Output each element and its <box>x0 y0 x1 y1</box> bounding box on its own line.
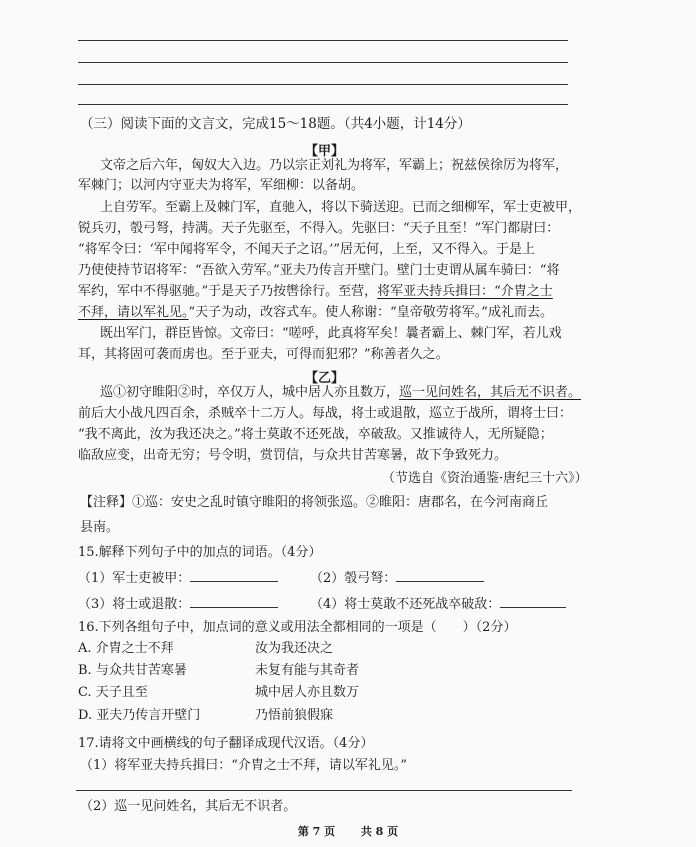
question-15-item <box>78 597 278 611</box>
answer-blank[interactable] <box>190 597 278 608</box>
question-16-option: C. 天子且至 <box>78 685 148 700</box>
passage-yi-title: 【乙】 <box>305 371 345 386</box>
annotation: 县南。 <box>80 520 120 535</box>
passage-yi-line: 临敌应变，出奇无穷；号令明，赏罚信，与众共甘苦寒暑，故下争致死力。 <box>78 448 508 463</box>
question-17-item: （2）巡一见问姓名，其后无不识者。 <box>80 799 297 814</box>
question-16-stem: 16.下列各组句子中，加点词的意义或用法全都相同的一项是（ ）（2分） <box>78 620 517 635</box>
question-15-label: （4）将士莫敢不还死战卒破敌： <box>310 597 501 612</box>
passage-jia-line: 文帝之后六年，匈奴大入边。乃以宗正刘礼为将军，军霸上；祝兹侯徐厉为将军， <box>100 158 569 173</box>
source-citation: （节选自《资治通鉴·唐纪三十六》） <box>382 471 588 486</box>
passage-jia-line <box>78 306 553 319</box>
question-16-option: 未复有能与其奇者 <box>255 663 360 678</box>
passage-jia-line: 锐兵刃，彀弓弩，持满。天子先驱至，不得入。先驱曰：“天子且至！”军门都尉曰： <box>78 221 560 236</box>
passage-text: 巡①初守睢阳②时，卒仅万人，城中居人亦且数万， <box>100 385 400 400</box>
passage-jia-line: 军棘门；以河内守亚夫为将军，军细柳：以备胡。 <box>78 178 365 193</box>
passage-jia-line: 乃使使持节诏将军：“吾欲入劳军。”亚夫乃传言开壁门。壁门士吏谓从属车骑曰：“将 <box>78 263 560 278</box>
passage-jia-line: 耳，其将固可袭而虏也。至于亚夫，可得而犯邪？”称善者久之。 <box>78 347 449 362</box>
question-16-option: A. 介胄之士不拜 <box>78 641 174 656</box>
answer-blank[interactable] <box>190 571 278 582</box>
question-15-stem: 15.解释下列句子中的加点的词语。（4分） <box>78 545 322 560</box>
question-16-option: B. 与众共甘苦寒暑 <box>78 663 187 678</box>
passage-text: ”天子为动，改容式车。使人称谢：“皇帝敬劳将军。”成礼而去。 <box>188 305 553 320</box>
page-total: 共 8 页 <box>360 825 399 838</box>
question-15-item <box>78 571 278 585</box>
passage-jia-line: 既出军门，群臣皆惊。文帝曰：“嗟呼，此真将军矣！曩者霸上、棘门军，若儿戏 <box>100 326 562 341</box>
question-15-label: （1）军士吏被甲： <box>78 571 191 586</box>
passage-yi-line: “我不离此，汝为我还决之。”将士莫敢不还死战，卒破敌。又推诚待人，无所疑隐； <box>78 427 553 442</box>
answer-line <box>78 62 568 63</box>
answer-blank[interactable] <box>500 597 566 608</box>
underlined-sentence: 巡一见问姓名，其后无不识者。 <box>399 385 582 400</box>
question-17-stem: 17.请将文中画横线的句子翻译成现代汉语。（4分） <box>78 736 374 751</box>
page-footer <box>0 823 696 839</box>
underlined-sentence: 不拜，请以军礼见。 <box>78 305 189 320</box>
answer-blank[interactable] <box>396 571 484 582</box>
passage-jia-line: 上自劳军。至霸上及棘门军，直驰入，将以下骑送迎。已而之细柳军，军士吏被甲， <box>100 200 582 215</box>
question-15-item <box>310 571 484 585</box>
passage-jia-line <box>78 285 553 298</box>
question-15-label: （3）将士或退散： <box>78 597 191 612</box>
question-16-option: 乃悟前狼假寐 <box>255 708 334 723</box>
question-15-label: （2）彀弓弩： <box>310 571 397 586</box>
question-16-option: D. 亚夫乃传言开壁门 <box>78 708 201 723</box>
page-number: 第 7 页 <box>297 825 336 838</box>
answer-line <box>78 84 568 85</box>
answer-line[interactable] <box>76 790 572 791</box>
question-17-item: （1）将军亚夫持兵揖曰：“介胄之士不拜，请以军礼见。” <box>80 758 408 773</box>
question-16-option: 城中居人亦且数万 <box>255 685 360 700</box>
passage-yi-line: 前后大小战凡四百余，杀贼卒十二万人。每战，将士或退散，巡立于战所，谓将士曰： <box>78 406 573 421</box>
answer-line <box>78 104 568 105</box>
answer-line <box>78 40 568 41</box>
question-15-item <box>310 597 566 611</box>
passage-text: 军约，军中不得驱驰。”于是天子乃按辔徐行。至营， <box>78 284 378 299</box>
underlined-sentence: 将军亚夫持兵揖曰：“介胄之士 <box>377 284 553 299</box>
passage-yi-line <box>100 386 581 399</box>
section-heading: （三）阅读下面的文言文，完成15～18题。（共4小题，计14分） <box>80 116 471 132</box>
passage-jia-title: 【甲】 <box>305 144 345 159</box>
annotation: 【注释】①巡：安史之乱时镇守睢阳的将领张巡。②睢阳：唐郡名，在今河南商丘 <box>80 495 549 510</box>
passage-jia-line: “将军令曰：‘军中闻将军令，不闻天子之诏。’”居无何，上至，又不得入。于是上 <box>78 242 536 257</box>
question-16-option: 汝为我还决之 <box>255 641 334 656</box>
